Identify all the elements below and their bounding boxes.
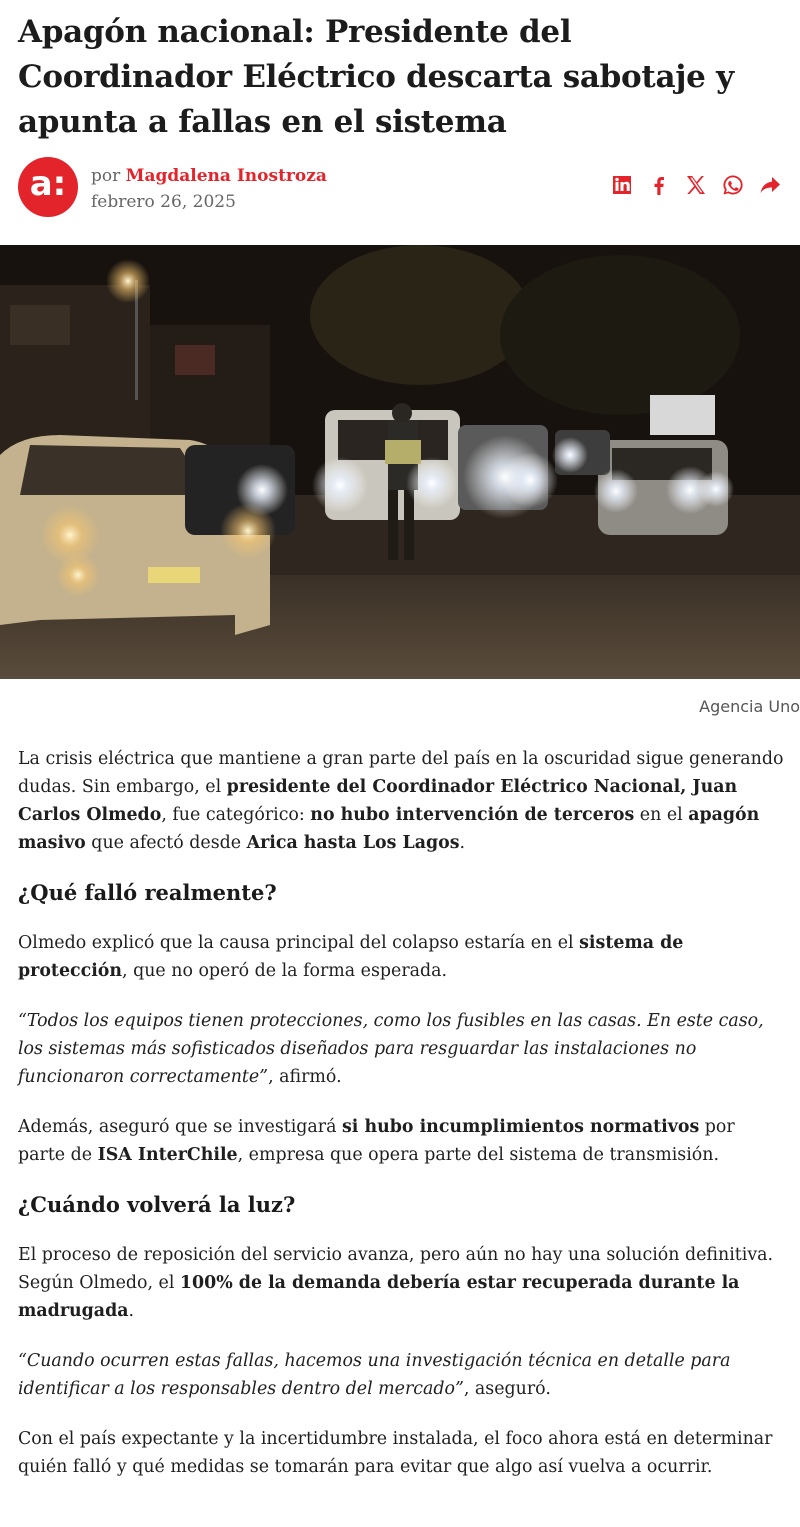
publish-date: febrero 26, 2025 (91, 192, 236, 212)
author-avatar[interactable]: a: (18, 157, 78, 217)
facebook-icon[interactable] (646, 172, 671, 197)
quote-paragraph-2: “Cuando ocurren estas fallas, hacemos una investigación técnica en detalle para identificar a los responsables dentro del mercado”, aseguró. (18, 1351, 731, 1399)
article-image (0, 245, 800, 679)
whatsapp-icon[interactable] (720, 172, 745, 197)
paragraph-1: La crisis eléctrica que mantiene a gran parte del país en la oscuridad sigue generando dudas. Sin embargo, el presidente del Coordinador Eléctrico Nacional, Juan Carlos Olmedo, fue categórico: no hubo intervención de terceros en el apagón masivo que afectó desde Arica hasta Los Lagos. (18, 749, 784, 853)
paragraph-7: Con el país expectante y la incertidumbre instalada, el foco ahora está en determinar quién falló y qué medidas se tomarán para evitar que algo así vuelva a ocurrir. (18, 1429, 773, 1477)
author-link[interactable]: Magdalena Inostroza (125, 166, 327, 186)
share-bar (609, 172, 782, 197)
x-icon[interactable] (683, 172, 708, 197)
byline (18, 157, 784, 219)
paragraph-4: Además, aseguró que se investigará si hubo incumplimientos normativos por parte de ISA InterChile, empresa que opera parte del sistema de transmisión. (18, 1117, 735, 1165)
article-headline: Apagón nacional: Presidente del Coordinador Eléctrico descarta sabotaje y apunta a fallas en el sistema (18, 14, 734, 140)
night-street-photo (0, 245, 800, 679)
paragraph-2: Olmedo explicó que la causa principal del colapso estaría en el sistema de protección, que no operó de la forma esperada. (18, 933, 684, 981)
share-arrow-icon[interactable] (757, 172, 782, 197)
paragraph-5: El proceso de reposición del servicio avanza, pero aún no hay una solución definitiva. Según Olmedo, el 100% de la demanda debería estar recuperada durante la madrugada. (18, 1245, 774, 1321)
section-heading-2: ¿Cuándo volverá la luz? (18, 1192, 296, 1217)
by-prefix: por (91, 166, 121, 186)
article-body (18, 745, 784, 1503)
byline-text (91, 163, 327, 215)
linkedin-icon[interactable] (609, 172, 634, 197)
quote-paragraph-1: “Todos los equipos tienen protecciones, como los fusibles en las casas. En este caso, los sistemas más sofisticados diseñados para resguardar las instalaciones no funcionaron correctamente”, afirmó. (18, 1011, 764, 1087)
image-caption: Agencia Uno (699, 697, 800, 716)
section-heading-1: ¿Qué falló realmente? (18, 880, 277, 905)
